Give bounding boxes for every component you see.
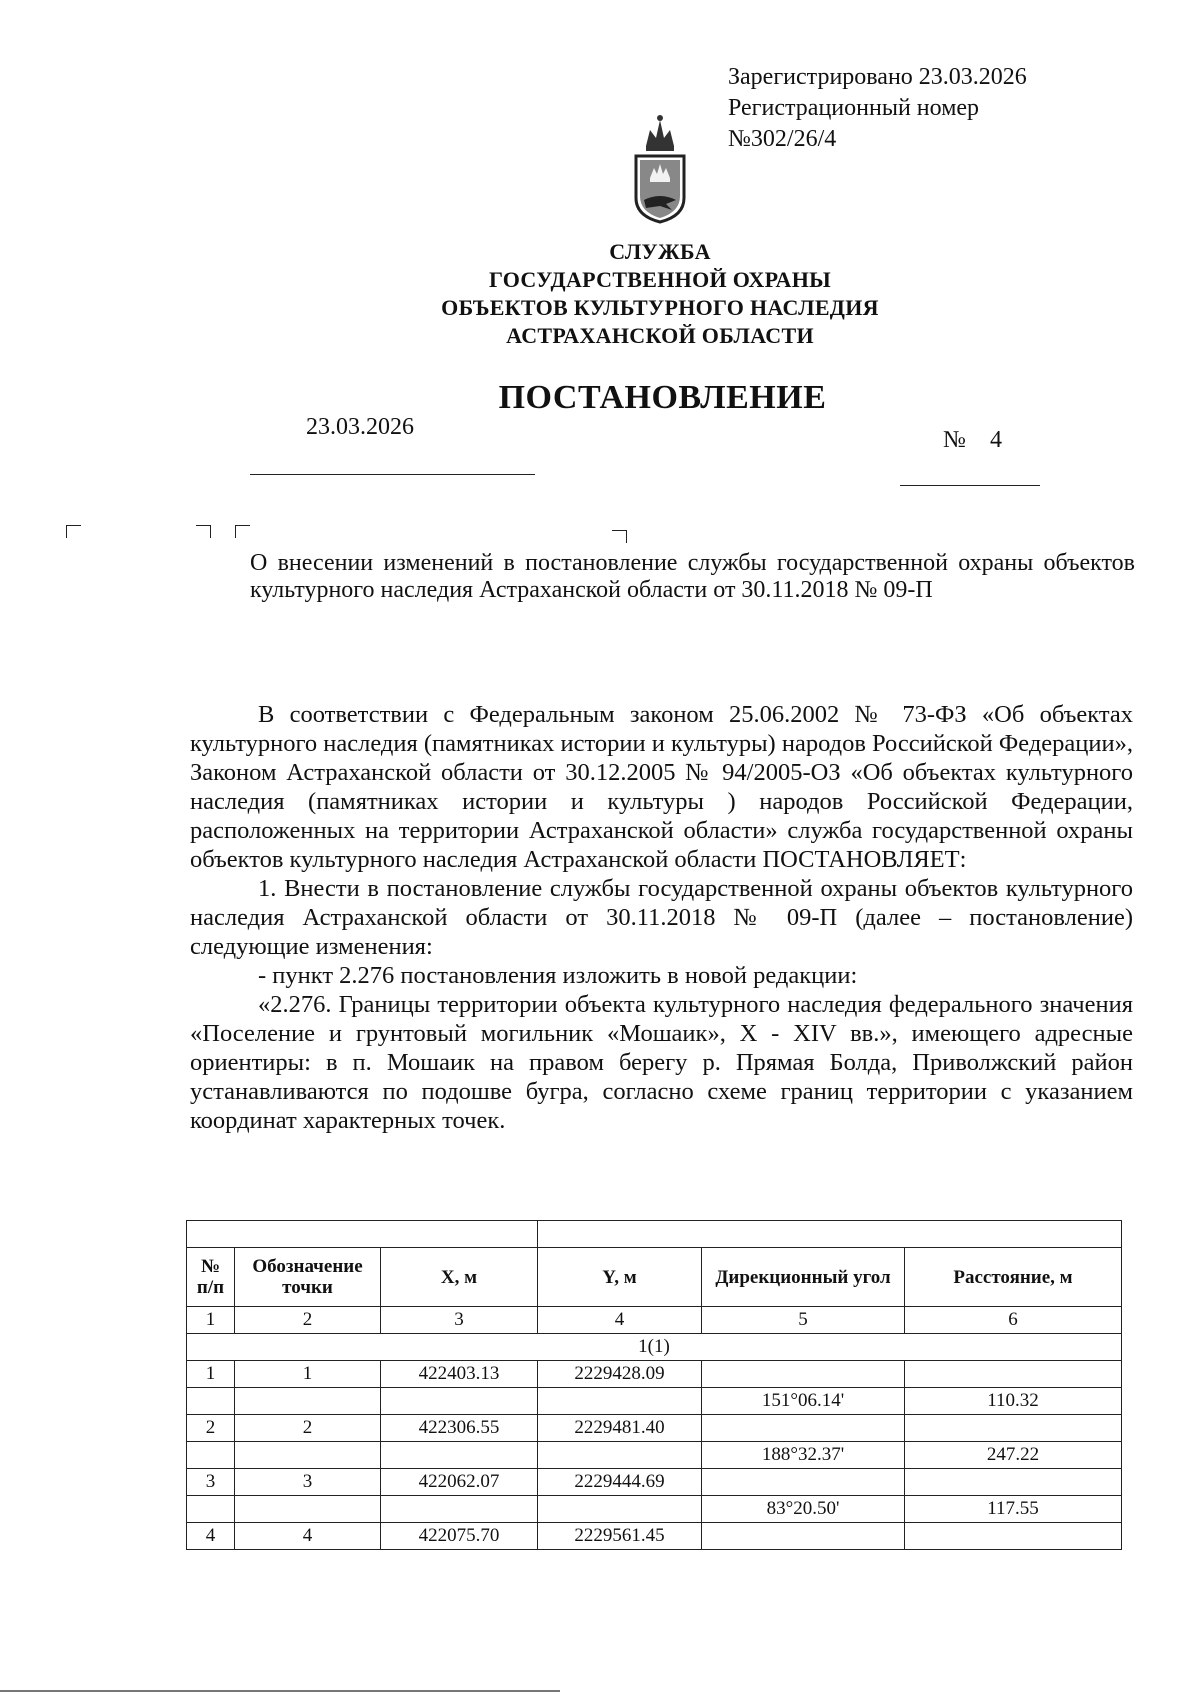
corner-mark [196,525,211,538]
header-angle: Дирекционный угол [702,1248,905,1307]
point-label: 2 [235,1415,381,1442]
table-segment-row [187,1496,1122,1523]
document-body [190,700,1133,1135]
table-segment-row [187,1442,1122,1469]
number-underline [900,485,1040,486]
table-row [187,1523,1122,1550]
corner-mark [235,525,250,538]
corner-mark [66,525,81,538]
document-number: 4 [990,427,1002,453]
document-type: ПОСТАНОВЛЕНИЕ [498,379,827,416]
table-section-row [187,1334,1122,1361]
point-y: 2229428.09 [538,1361,702,1388]
col-number: 4 [538,1307,702,1334]
registration-label: Регистрационный номер [728,95,980,121]
section-label: 1(1) [187,1334,1122,1361]
table-row [187,1415,1122,1442]
header-x: X, м [381,1248,538,1307]
col-number: 1 [187,1307,235,1334]
table-header-row [187,1248,1122,1307]
coordinates-table [186,1220,1122,1550]
scan-edge-line [0,1690,560,1692]
table-col-numbers-row [187,1307,1122,1334]
segment-angle: 83°20.50' [702,1496,905,1523]
paragraph-subitem: - пункт 2.276 постановления изложить в новой редакции: [258,962,858,989]
registration-date: Зарегистрировано 23.03.2026 [728,64,1027,90]
point-label: 3 [235,1469,381,1496]
table-row [187,1361,1122,1388]
point-x: 422306.55 [381,1415,538,1442]
col-number: 6 [905,1307,1122,1334]
point-x: 422403.13 [381,1361,538,1388]
date-underline [250,474,535,475]
table-row [187,1469,1122,1496]
point-label: 4 [235,1523,381,1550]
point-label: 1 [235,1361,381,1388]
org-line-1: СЛУЖБА [609,239,711,264]
corner-mark [612,530,627,543]
header-num: № п/п [187,1248,235,1307]
segment-distance: 247.22 [905,1442,1122,1469]
col-number: 5 [702,1307,905,1334]
header-y: Y, м [538,1248,702,1307]
registration-number: №302/26/4 [728,126,837,152]
paragraph-new-wording: «2.276. Границы территории объекта культурного наследия федерального значения «Поселение и грунтовый могильник «Мошаик», X - XIV вв.», имеющего адресные ориентиры: в п. Мошаик на правом берегу р. Прямая Болда, Приволжский район устанавливаются по подошве бугра, согласно схеме границ территории с указанием координат характерных точек. [190,991,1133,1134]
document-number-label: № [943,427,966,453]
header-point: Обозначение точки [235,1248,381,1307]
point-y: 2229481.40 [538,1415,702,1442]
org-line-2: ГОСУДАРСТВЕННОЙ ОХРАНЫ [488,267,832,292]
col-number: 3 [381,1307,538,1334]
segment-distance: 110.32 [905,1388,1122,1415]
segment-angle: 151°06.14' [702,1388,905,1415]
segment-angle: 188°32.37' [702,1442,905,1469]
point-y: 2229561.45 [538,1523,702,1550]
coat-of-arms-icon [626,112,694,224]
point-x: 422062.07 [381,1469,538,1496]
document-subject: О внесении изменений в постановление службы государственной охраны объектов культурного наследия Астраханской области от 30.11.2018 № 09-П [250,550,1135,603]
point-num: 1 [187,1361,235,1388]
org-line-3: ОБЪЕКТОВ КУЛЬТУРНОГО НАСЛЕДИЯ [441,295,879,320]
segment-distance: 117.55 [905,1496,1122,1523]
paragraph-preamble: В соответствии с Федеральным законом 25.06.2002 № 73-ФЗ «Об объектах культурного наследия (памятниках истории и культуры) народов Российской Федерации», Законом Астраханской области от 30.12.2005 № 94/2005-ОЗ «Об объектах культурного наследия (памятниках истории и культуры ) народов Российской Федерации, расположенных на территории Астраханской области» служба государственной охраны объектов культурного наследия Астраханской области ПОСТАНОВЛЯЕТ: [190,701,1133,873]
paragraph-item-1: 1. Внести в постановление службы государственной охраны объектов культурного наследия Астраханской области от 30.11.2018 № 09-П (далее – постановление) следующие изменения: [190,875,1133,960]
point-y: 2229444.69 [538,1469,702,1496]
point-num: 2 [187,1415,235,1442]
table-blank-row [187,1221,1122,1248]
header-distance: Расстояние, м [905,1248,1122,1307]
col-number: 2 [235,1307,381,1334]
point-num: 4 [187,1523,235,1550]
point-x: 422075.70 [381,1523,538,1550]
org-line-4: АСТРАХАНСКОЙ ОБЛАСТИ [506,323,814,348]
table-segment-row [187,1388,1122,1415]
document-date: 23.03.2026 [306,414,414,440]
organization-name [0,238,1200,350]
registration-stamp [728,62,1027,155]
point-num: 3 [187,1469,235,1496]
